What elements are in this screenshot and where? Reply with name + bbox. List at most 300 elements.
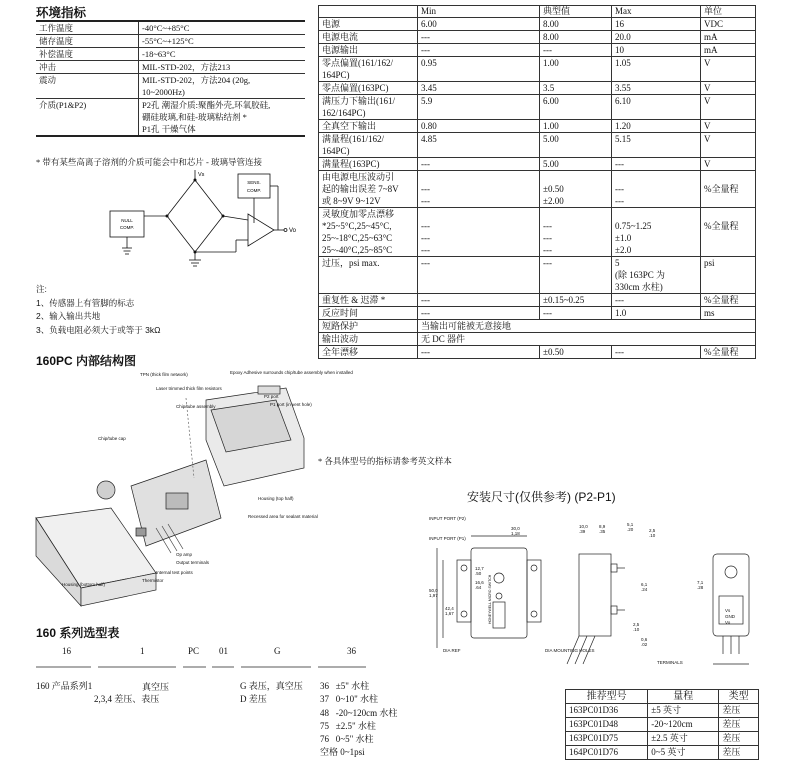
env-row [36, 61, 305, 74]
spec-min [418, 307, 540, 320]
spec-row [319, 133, 756, 158]
spec-merged-value: 无 DC 器件 [418, 333, 756, 346]
spec-row [319, 346, 756, 359]
spec-typ [540, 57, 612, 82]
cell-line: 6.10 [615, 96, 631, 106]
pin-gnd: GND [725, 614, 735, 619]
spec-min [418, 171, 540, 208]
env-value [139, 74, 306, 99]
spec-label [319, 133, 418, 158]
cell-line: --- [543, 45, 552, 55]
spec-unit [701, 208, 756, 257]
cell-line [421, 171, 536, 183]
select-title: 160 系列选型表 [36, 626, 120, 640]
circuit-diagram [88, 168, 308, 273]
cell-line: MIL-STD-202，方法204 (20g, [142, 75, 251, 85]
spec-label [319, 57, 418, 82]
spec-typ [540, 95, 612, 120]
cell-line: 4.85 [421, 134, 437, 144]
spec-unit [701, 257, 756, 294]
cell-line: ±1.0 [615, 233, 632, 243]
select-gauge: G 表压，真空压 [240, 681, 303, 691]
label-recess: Recessed area for sealant material [248, 514, 318, 519]
dim-64: .64 [475, 585, 482, 590]
cell-line: 灵敏度加零点漂移 [322, 209, 395, 219]
spec-unit [701, 18, 756, 31]
spec-max [612, 257, 701, 294]
cell-line [704, 208, 752, 220]
env-value [139, 99, 306, 137]
spec-unit [701, 171, 756, 208]
spec-row [319, 307, 756, 320]
spec-label: 短路保护 [319, 320, 418, 333]
cell-line: --- [543, 221, 552, 231]
spec-typ [540, 158, 612, 171]
cell-line: %全量程 [704, 221, 739, 231]
spec-row [319, 31, 756, 44]
spec-typ: ±0.50 [540, 346, 612, 359]
rec-cell: 163PC01D75 [566, 732, 648, 746]
spec-unit [701, 133, 756, 158]
select-col3 [240, 680, 303, 706]
cell-line: 1.00 [543, 121, 559, 131]
spec-min [418, 208, 540, 257]
cell-line: --- [421, 184, 430, 194]
env-value [139, 21, 306, 35]
dim-06: 0,6 [641, 637, 648, 642]
cell-line: --- [421, 308, 430, 318]
dim-10c: .10 [633, 627, 640, 632]
dim-10b: .10 [649, 533, 656, 538]
spec-max [612, 57, 701, 82]
cell-line: --- [615, 295, 624, 305]
cell-line: 零点偏置(161/162/ [322, 58, 393, 68]
cell-line: V [704, 121, 711, 131]
env-label: 工作温度 [36, 21, 139, 35]
dim-71: 7,1 [697, 580, 704, 585]
cell-line: 20.0 [615, 32, 631, 42]
rec-cell: 差压 [719, 704, 759, 718]
label-tpn: TPN (thick film network) [140, 372, 188, 377]
cell-line: 3.55 [615, 83, 631, 93]
env-title: 环境指标 [36, 6, 87, 20]
spec-label [319, 307, 418, 320]
cell-line: -18~63°C [142, 49, 176, 59]
dim-dia-ref: DIA REF [443, 648, 461, 653]
rec-cell: 163PC01D48 [566, 718, 648, 732]
cell-line: 满量程(163PC) [322, 159, 380, 169]
dims-title: 安装尺寸(仅供参考) (P2-P1) [467, 490, 616, 504]
spec-label [319, 294, 418, 307]
cell-line: --- [615, 196, 624, 206]
dim-127: 12,7 [475, 566, 484, 571]
cell-line: P1孔 干燥气体 [142, 124, 196, 134]
cell-line: ±0.50 [543, 184, 564, 194]
rec-header-row [566, 690, 759, 704]
spec-label [319, 120, 418, 133]
cell-line: 10 [615, 45, 624, 55]
code-g: G [274, 646, 281, 656]
env-footnote: * 带有某些高离子溶剂的介质可能会中和芯片 - 玻璃导管连接 [36, 157, 262, 167]
label-housing-bottom: Housing (bottom half) [62, 582, 106, 587]
cell-line: 1.05 [615, 58, 631, 68]
code-range: 36 [347, 646, 356, 656]
spec-min [418, 44, 540, 57]
cell-line [615, 208, 697, 220]
cell-line: 0.80 [421, 121, 437, 131]
spec-min [418, 95, 540, 120]
rec-cell: -20~120cm [648, 718, 719, 732]
cell-line: --- [421, 45, 430, 55]
spec-row [319, 44, 756, 57]
rec-header: 推荐型号 [566, 690, 648, 704]
cell-line: 162/164PC) [322, 108, 366, 118]
spec-row [319, 208, 756, 257]
select-series: 160 产品系列1 [36, 681, 93, 691]
spec-min [418, 82, 540, 95]
dim-61: 6,1 [641, 582, 648, 587]
null-comp-box [110, 211, 144, 237]
cell-line: V [704, 83, 711, 93]
cell-line [704, 232, 752, 244]
spec-min [418, 57, 540, 82]
cell-line: 全真空下输出 [322, 121, 377, 131]
spec-max [612, 44, 701, 57]
cell-line: 3.45 [421, 83, 437, 93]
spec-table [318, 5, 756, 359]
env-row [36, 74, 305, 99]
cell-line: --- [421, 32, 430, 42]
cell-line: ±0.15~0.25 [543, 295, 585, 305]
note-item: 3、负载电阻必须大于或等于 3kΩ [36, 324, 161, 335]
rec-row [566, 746, 759, 760]
spec-unit: %全量程 [701, 346, 756, 359]
select-vacuum: 真空压 [142, 682, 170, 692]
spec-header: 典型值 [540, 6, 612, 18]
code-series: 16 [62, 646, 71, 656]
spec-label [319, 44, 418, 57]
cell-line: 6.00 [421, 19, 437, 29]
spec-min [418, 18, 540, 31]
spec-min: --- [418, 346, 540, 359]
dim-input-p1: INPUT PORT (P1) [429, 536, 466, 541]
spec-max [612, 31, 701, 44]
code-type: 1 [140, 646, 145, 656]
spec-label [319, 171, 418, 208]
env-row [36, 35, 305, 48]
spec-unit [701, 31, 756, 44]
rec-row [566, 704, 759, 718]
env-row [36, 99, 305, 137]
cell-line: V [704, 96, 711, 106]
cell-line: 10~2000Hz) [142, 87, 185, 97]
cell-line: 1.00 [543, 58, 559, 68]
cell-line: MIL-STD-202，方法213 [142, 62, 231, 72]
cell-line: 1.20 [615, 121, 631, 131]
dim-28: .28 [697, 585, 704, 590]
env-value [139, 35, 306, 48]
notes [36, 283, 160, 337]
cell-line: mA [704, 45, 718, 55]
range-row: 空格 0~1psi [320, 747, 365, 758]
cell-line: 过压，psi max. [322, 258, 380, 268]
label-output: Output terminals [176, 560, 210, 565]
env-label: 冲击 [36, 61, 139, 74]
note-item: 2、输入输出共地 [36, 311, 101, 321]
spec-max [612, 120, 701, 133]
spec-max [612, 208, 701, 257]
cell-line: --- [543, 233, 552, 243]
spec-typ [540, 294, 612, 307]
rec-cell: 差压 [719, 746, 759, 760]
spec-typ [540, 82, 612, 95]
cell-line: 反应时间 [322, 308, 359, 318]
spec-label [319, 82, 418, 95]
cell-line: mA [704, 32, 718, 42]
spec-min [418, 257, 540, 294]
spec-label: 全年漂移 [319, 346, 418, 359]
dim-167: 1,67 [445, 611, 454, 616]
cell-line: 由电源电压波动引 [322, 172, 395, 182]
spec-typ [540, 208, 612, 257]
sens-comp-box [238, 174, 270, 198]
cell-line [421, 208, 536, 220]
spec-unit [701, 120, 756, 133]
cell-line: 硼硅玻璃,和硅-玻璃粘结剂 * [142, 112, 247, 122]
spec-typ [540, 307, 612, 320]
spec-header [319, 6, 418, 18]
spec-row [319, 95, 756, 120]
select-differential: D 差压 [240, 694, 267, 704]
cell-line: 164PC) [322, 146, 350, 156]
spec-row [319, 294, 756, 307]
spec-max [612, 307, 701, 320]
rec-cell: ±5 英寸 [648, 704, 719, 718]
rec-cell: 163PC01D36 [566, 704, 648, 718]
label-chip: Chip/tube assembly [176, 404, 216, 409]
cell-line: V [704, 134, 711, 144]
spec-label [319, 31, 418, 44]
cell-line: 164PC) [322, 70, 350, 80]
rec-row [566, 732, 759, 746]
spec-max [612, 18, 701, 31]
cell-line: 16 [615, 19, 624, 29]
spec-max [612, 133, 701, 158]
cell-line: --- [615, 159, 624, 169]
cell-line: 5.00 [543, 159, 559, 169]
cell-line: 25~-40°C,25~85°C [322, 245, 393, 255]
cell-line: --- [615, 184, 624, 194]
cell-line: 330cm 水柱) [615, 282, 663, 292]
spec-max [612, 294, 701, 307]
cell-line: ±2.00 [543, 196, 564, 206]
cell-line: 1.0 [615, 308, 627, 318]
env-row [36, 48, 305, 61]
spec-label [319, 257, 418, 294]
cell-line: P2孔 潮湿介质:聚酯外壳,环氧胶硅, [142, 100, 271, 110]
env-value [139, 48, 306, 61]
rec-cell: 164PC01D76 [566, 746, 648, 760]
cell-line: --- [421, 258, 430, 268]
structure-illustration [36, 368, 353, 606]
cell-line [543, 171, 608, 183]
label-chip-cap: Chip/tube cap [98, 436, 126, 441]
cell-line: V [704, 159, 711, 169]
spec-typ [540, 133, 612, 158]
dim-input-p2: INPUT PORT (P2) [429, 516, 466, 521]
structure-title: 160PC 内部结构图 [36, 354, 137, 368]
code-01: 01 [219, 646, 228, 656]
range-row: 48 -20~120cm 水柱 [320, 707, 398, 718]
spec-label: 输出波动 [319, 333, 418, 346]
spec-max: --- [612, 346, 701, 359]
dim-30: 30,0 [511, 526, 520, 531]
spec-header: Min [418, 6, 540, 18]
rec-cell: ±2.5 英寸 [648, 732, 719, 746]
cell-line: --- [421, 159, 430, 169]
cell-line [704, 244, 752, 256]
spec-label [319, 208, 418, 257]
label-laser: Laser trimmed thick film resistors [156, 386, 222, 391]
dim-166: 16,6 [475, 580, 484, 585]
spec-typ [540, 171, 612, 208]
dim-25: 2,5 [649, 528, 656, 533]
env-label: 补偿温度 [36, 48, 139, 61]
dim-24: .24 [641, 587, 648, 592]
spec-unit [701, 44, 756, 57]
label-thermistor: Thermistor [142, 578, 164, 583]
cell-line: 起的输出误差 7~8V [322, 184, 399, 194]
pin-vs: Vs [725, 608, 731, 613]
vo-label: Vo [289, 228, 297, 234]
cell-line: 或 8~9V 9~12V [322, 196, 381, 206]
cell-line: -40°C~+85°C [142, 23, 190, 33]
cell-line: -55°C~+125°C [142, 36, 194, 46]
spec-max [612, 171, 701, 208]
cell-line: 5 [615, 258, 620, 268]
cell-line: 重复性 & 迟滞 * [322, 295, 386, 305]
spec-max [612, 158, 701, 171]
rec-header: 量程 [648, 690, 719, 704]
spec-row [319, 82, 756, 95]
range-row: 75 ±2.5" 水柱 [320, 720, 376, 731]
spec-unit [701, 307, 756, 320]
spec-header: 单位 [701, 6, 756, 18]
spec-label [319, 158, 418, 171]
cell-line: %全量程 [704, 295, 739, 305]
spec-unit [701, 158, 756, 171]
cell-line: (除 163PC 为 [615, 270, 666, 280]
cell-line: --- [543, 258, 552, 268]
spec-min [418, 120, 540, 133]
cell-line: 6.00 [543, 96, 559, 106]
spec-max [612, 82, 701, 95]
cell-line: --- [421, 295, 430, 305]
cell-line: 0.95 [421, 58, 437, 68]
amplifier-triangle [248, 214, 274, 246]
spec-merged-value: 当输出可能被无意接地 [418, 320, 756, 333]
env-label: 储存温度 [36, 35, 139, 48]
cell-line: --- [421, 233, 430, 243]
rec-cell: 差压 [719, 718, 759, 732]
spec-min [418, 31, 540, 44]
spec-min [418, 158, 540, 171]
spec-typ [540, 31, 612, 44]
cell-line: 0.75~1.25 [615, 221, 652, 231]
env-label: 介质(P1&P2) [36, 99, 139, 137]
vs-label: Vs [198, 172, 205, 178]
cell-line: --- [543, 308, 552, 318]
dim-51: 5,1 [627, 522, 634, 527]
label-epoxy: Epoxy Adhesive surrounds chip/tube assembly when installed [230, 370, 353, 375]
spec-max [612, 95, 701, 120]
sens-comp-label-1: SENS. [247, 180, 261, 185]
code-pc: PC [188, 646, 200, 656]
cell-line: 3.5 [543, 83, 555, 93]
spec-typ [540, 120, 612, 133]
label-p2: P2 port [264, 394, 279, 399]
label-p1: P1 port (in vent hole) [270, 402, 312, 407]
dim-10: 10,0 [579, 524, 588, 529]
dim-424: 42,4 [445, 606, 454, 611]
spec-header: Max [612, 6, 701, 18]
rec-cell: 差压 [719, 732, 759, 746]
cell-line: 电源电流 [322, 32, 359, 42]
dim-dia-mount: DIA MOUNTING HOLES [545, 648, 595, 653]
select-underlines [36, 664, 366, 670]
select-ranges [320, 680, 397, 760]
select-codes [36, 646, 386, 660]
cell-line: psi [704, 258, 715, 268]
cell-line: 满压力下输出(161/ [322, 96, 395, 106]
spec-row [319, 171, 756, 208]
null-comp-label-1: NULL [121, 218, 133, 223]
spec-typ [540, 257, 612, 294]
spec-footnote: * 各具体型号的指标请参考英文样本 [318, 456, 452, 466]
select-diff: 2,3,4 差压、表压 [94, 694, 160, 704]
range-row: 36 ±5" 水柱 [320, 681, 370, 691]
dim-02: .02 [641, 642, 648, 647]
env-label: 震动 [36, 74, 139, 99]
cell-line: V [704, 58, 711, 68]
spec-typ [540, 18, 612, 31]
spec-typ [540, 44, 612, 57]
cell-line: 零点偏置(163PC) [322, 83, 389, 93]
cell-line: --- [421, 221, 430, 231]
spec-header-row [319, 6, 756, 18]
spec-label [319, 18, 418, 31]
range-row: 76 0~5" 水柱 [320, 734, 374, 745]
spec-unit [701, 82, 756, 95]
cell-line: 5.00 [543, 134, 559, 144]
spec-row [319, 57, 756, 82]
dims-drawing [427, 506, 767, 671]
dim-50b: .50 [475, 571, 482, 576]
cell-line: ms [704, 308, 715, 318]
dim-50: 50,0 [429, 588, 438, 593]
spec-unit [701, 294, 756, 307]
select-col1 [36, 680, 159, 706]
spec-min [418, 294, 540, 307]
dim-118: 1,18 [511, 531, 520, 536]
sens-comp-label-2: COMP. [246, 188, 262, 193]
cell-line: 5.15 [615, 134, 631, 144]
spec-unit [701, 95, 756, 120]
cell-line: 电源 [322, 19, 341, 29]
cell-line [615, 171, 697, 183]
cell-line [704, 171, 752, 183]
dim-39: .39 [579, 529, 586, 534]
